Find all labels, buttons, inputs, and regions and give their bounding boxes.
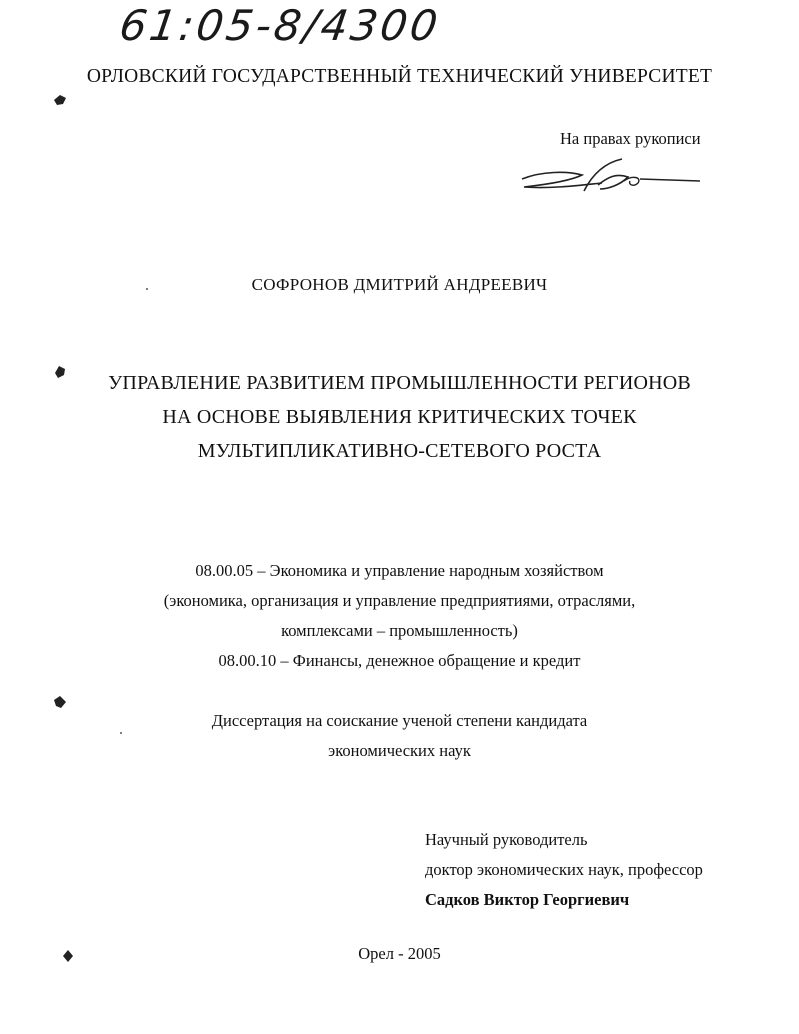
signature-image [512,155,712,200]
margin-mark-icon [52,92,68,108]
specialty-line: 08.00.05 – Экономика и управление народным хозяйством [195,561,604,580]
specialty-codes [0,556,799,676]
dissertation-title [0,366,799,468]
advisor-role: Научный руководитель [425,830,588,849]
city-year: Орел - 2005 [358,944,441,963]
title-line: МУЛЬТИПЛИКАТИВНО-СЕТЕВОГО РОСТА [197,440,602,462]
specialty-line: (экономика, организация и управление предприятиями, отраслями, [163,591,636,610]
degree-line: Диссертация на соискание ученой степени кандидата [211,711,588,730]
advisor-block [425,825,775,915]
specialty-line: комплексами – промышленность) [281,621,518,640]
degree-line: экономических наук [328,741,471,760]
advisor-name: Садков Виктор Георгиевич [425,890,630,909]
university-name: ОРЛОВСКИЙ ГОСУДАРСТВЕННЫЙ ТЕХНИЧЕСКИЙ УНИВЕРСИТЕТ [86,66,713,87]
specialty-line: 08.00.10 – Финансы, денежное обращение и кредит [218,651,581,670]
author-name: СОФРОНОВ ДМИТРИЙ АНДРЕЕВИЧ [251,275,548,294]
title-line: УПРАВЛЕНИЕ РАЗВИТИЕМ ПРОМЫШЛЕННОСТИ РЕГИОНОВ [108,372,691,394]
degree-statement [0,706,799,766]
manuscript-rights-label: На правах рукописи [560,129,701,148]
advisor-degree: доктор экономических наук, профессор [425,860,703,879]
title-line: НА ОСНОВЕ ВЫЯВЛЕНИЯ КРИТИЧЕСКИХ ТОЧЕК [162,406,637,428]
archive-call-number: 61:05-8/4300 [116,1,444,50]
